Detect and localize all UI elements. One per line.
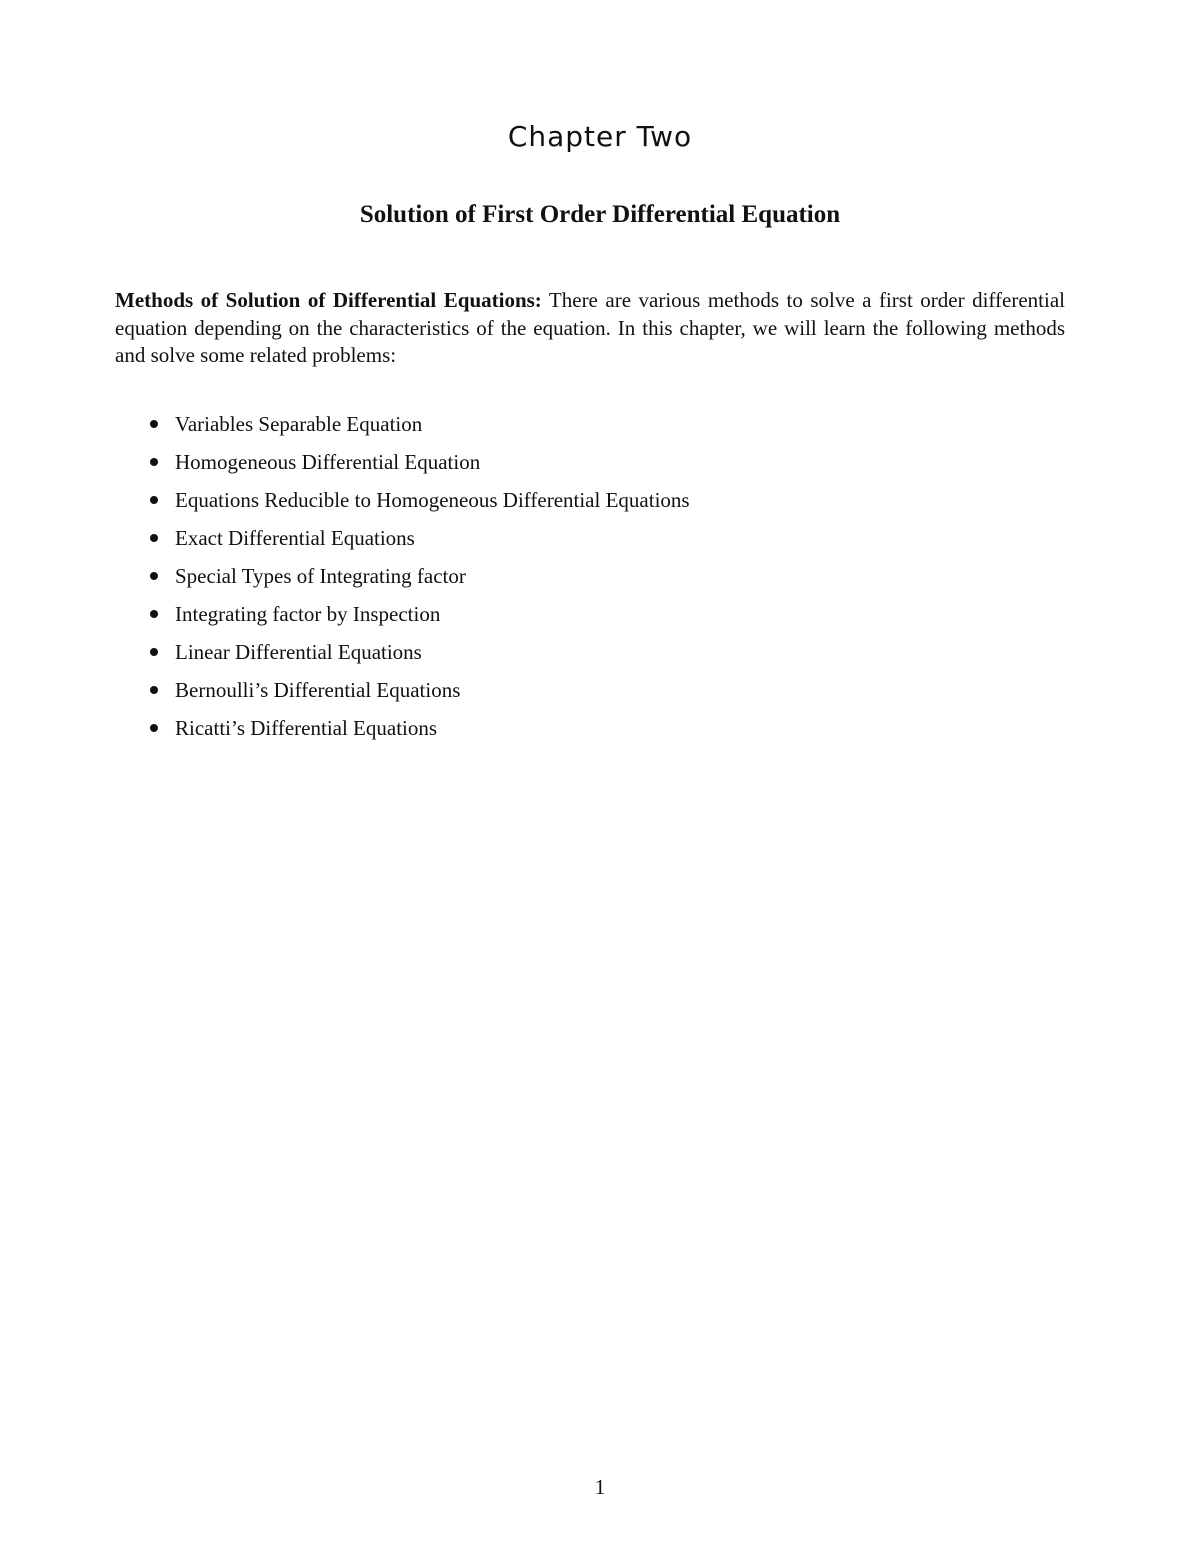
chapter-heading: Chapter Two: [507, 120, 693, 153]
bullet-icon: [150, 496, 158, 504]
intro-paragraph: [115, 287, 1065, 370]
methods-list: [150, 405, 690, 747]
list-item: [150, 595, 690, 633]
bullet-icon: [150, 724, 158, 732]
list-item-label: Exact Differential Equations: [175, 526, 415, 550]
list-item-label: Special Types of Integrating factor: [175, 564, 466, 588]
bullet-icon: [150, 458, 158, 466]
list-item: [150, 519, 690, 557]
list-item-label: Equations Reducible to Homogeneous Differential Equations: [175, 488, 690, 512]
intro-lead: Methods of Solution of Differential Equations:: [115, 288, 542, 312]
list-item: [150, 557, 690, 595]
list-item-label: Integrating factor by Inspection: [175, 602, 441, 626]
bullet-icon: [150, 648, 158, 656]
section-title: Solution of First Order Differential Equation: [359, 201, 841, 228]
bullet-icon: [150, 534, 158, 542]
list-item-label: Linear Differential Equations: [175, 640, 422, 664]
list-item: [150, 405, 690, 443]
bullet-icon: [150, 420, 158, 428]
list-item-label: Ricatti’s Differential Equations: [175, 716, 438, 740]
list-item: [150, 443, 690, 481]
list-item: [150, 709, 690, 747]
page-number: 1: [594, 1475, 606, 1499]
list-item-label: Variables Separable Equation: [175, 412, 423, 436]
bullet-icon: [150, 572, 158, 580]
list-item: [150, 481, 690, 519]
bullet-icon: [150, 686, 158, 694]
list-item-label: Bernoulli’s Differential Equations: [175, 678, 461, 702]
list-item: [150, 633, 690, 671]
list-item-label: Homogeneous Differential Equation: [175, 450, 481, 474]
list-item: [150, 671, 690, 709]
bullet-icon: [150, 610, 158, 618]
intro-text: There are various methods to solve a first order differential equation depending on the characteristics of the equation. In this chapter, we will learn the following methods and solve some related problems:: [115, 288, 1065, 367]
